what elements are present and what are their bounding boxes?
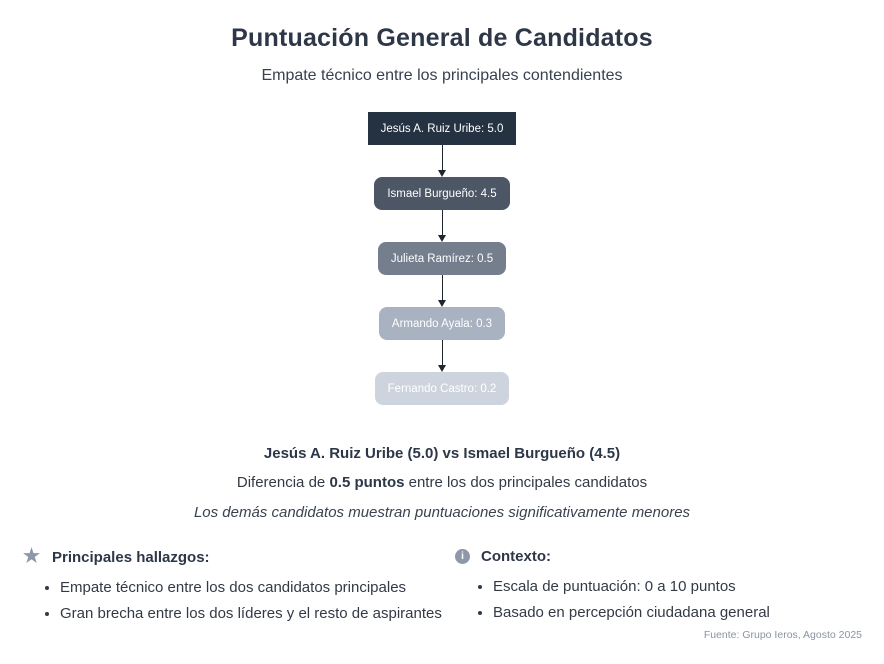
star-icon: ★ [22, 546, 41, 567]
flow-node-label: Jesús A. Ruiz Uribe: 5.0 [380, 122, 504, 135]
page-subtitle: Empate técnico entre los principales contendientes [261, 67, 623, 84]
context-list [455, 578, 884, 621]
findings-title: Principales hallazgos: [52, 548, 210, 566]
flow-node-label: Armando Ayala: 0.3 [391, 317, 493, 330]
down-arrow-icon [438, 340, 446, 372]
summary-difference [0, 474, 884, 491]
flow-node-candidate-1 [368, 112, 517, 145]
findings-list [22, 579, 442, 622]
bottom-columns [0, 548, 884, 631]
flow-node-candidate-5 [375, 372, 510, 405]
context-section [442, 548, 884, 631]
summary-difference-value: 0.5 puntos [329, 474, 405, 491]
down-arrow-icon [438, 145, 446, 177]
flow-node-candidate-2 [374, 177, 509, 210]
list-item: • Basado en percepción ciudadana general [493, 604, 884, 621]
summary-difference-suffix: entre los dos principales candidatos [404, 474, 648, 491]
context-header [455, 548, 884, 565]
context-title: Contexto: [481, 548, 551, 565]
list-item: • Gran brecha entre los dos líderes y el resto de aspirantes [60, 605, 442, 622]
source-attribution: Fuente: Grupo Ieros, Agosto 2025 [703, 629, 862, 641]
candidate-flowchart [0, 112, 884, 405]
page-title: Puntuación General de Candidatos [231, 24, 653, 52]
list-item: • Escala de puntuación: 0 a 10 puntos [493, 578, 884, 595]
flow-node-label: Fernando Castro: 0.2 [387, 382, 497, 395]
summary-headline: Jesús A. Ruiz Uribe (5.0) vs Ismael Burgueño (4.5) [263, 445, 621, 462]
findings-header [22, 548, 442, 566]
list-item: • Empate técnico entre los dos candidatos principales [60, 579, 442, 596]
summary-note: Los demás candidatos muestran puntuaciones significativamente menores [193, 504, 691, 521]
flow-node-label: Julieta Ramírez: 0.5 [390, 252, 494, 265]
info-icon: i [455, 549, 470, 564]
flow-node-candidate-4 [379, 307, 505, 340]
down-arrow-icon [438, 210, 446, 242]
summary-difference-prefix: Diferencia de [236, 474, 330, 491]
findings-section [0, 548, 442, 631]
summary-block [0, 445, 884, 521]
flow-node-candidate-3 [378, 242, 506, 275]
flow-node-label: Ismael Burgueño: 4.5 [387, 187, 497, 200]
down-arrow-icon [438, 275, 446, 307]
